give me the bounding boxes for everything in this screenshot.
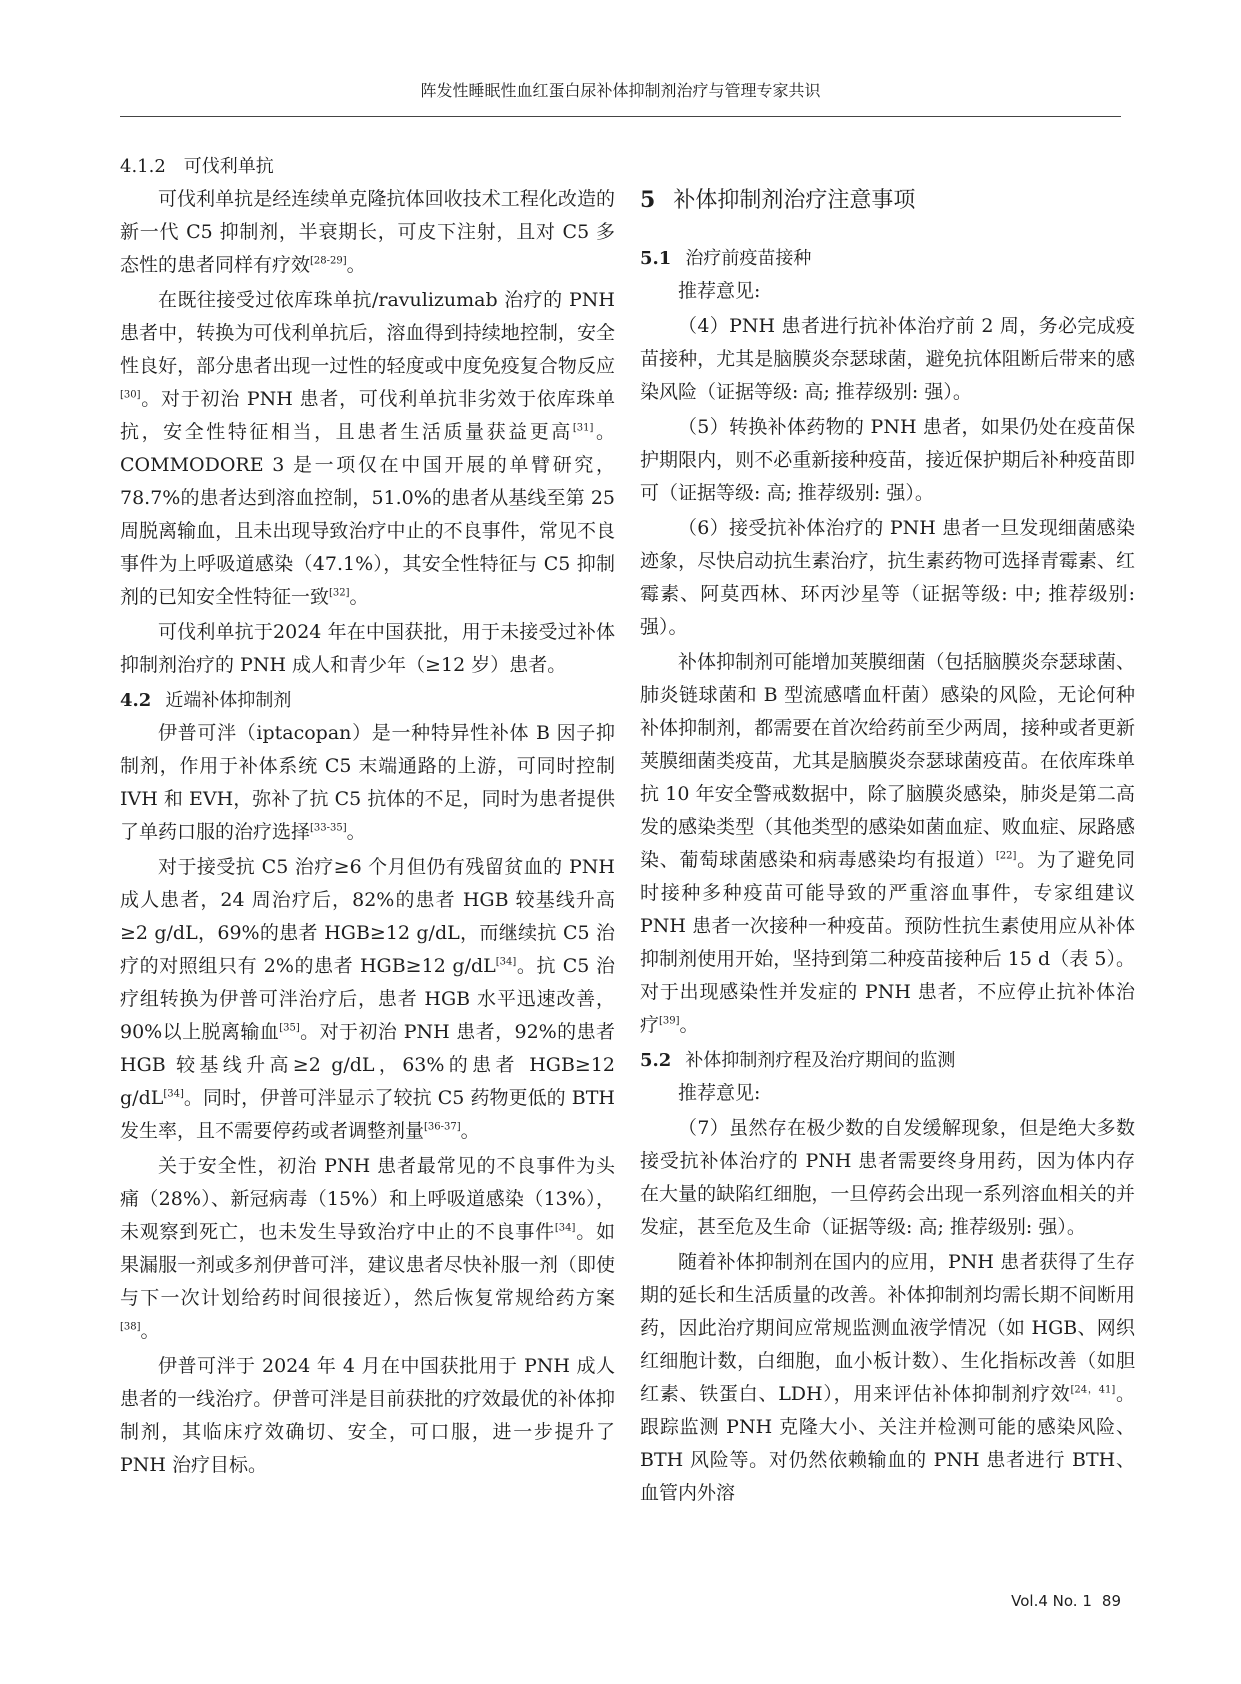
section-number: 5 (640, 187, 656, 213)
paragraph-text: 在既往接受过依库珠单抗/ravulizumab 治疗的 PNH 患者中，转换为可伐利单抗后，溶血得到持续地控制，安全性良好，部分患者出现一过性的轻度或中度免疫复合物反应 (120, 289, 615, 377)
paragraph (120, 1150, 615, 1348)
section-5-2-heading (640, 1044, 1135, 1077)
section-number: 5.1 (640, 248, 672, 269)
paragraph (640, 1246, 1135, 1510)
section-4-2-heading (120, 684, 615, 717)
section-number: 5.2 (640, 1050, 672, 1071)
paragraph-text: 。 (679, 1014, 699, 1036)
citation: [34] (495, 956, 517, 968)
paragraph-text: 。 (460, 1120, 480, 1142)
citation: [35] (279, 1022, 300, 1034)
paragraph (120, 183, 615, 282)
paragraph (120, 851, 615, 1148)
paragraph (120, 284, 615, 614)
section-4-1-2-heading: 4.1.2 可伐利单抗 (120, 156, 274, 177)
section-title: 补体抑制剂治疗注意事项 (673, 188, 916, 213)
paragraph-text: 。对于初治 PNH 患者，可伐利单抗非劣效于依库珠单抗，安全性特征相当，且患者生活质量获益更高 (120, 388, 615, 443)
paragraph-text: 对于接受抗 C5 治疗≥6 个月但仍有残留贫血的 PNH 成人患者，24 周治疗后，82%的患者 HGB 较基线升高≥2 g/dL，69%的患者 HGB≥12 g/dL，而继续抗 C5 治疗的对照组只有 2%的患者 HGB≥12 g/dL (120, 856, 615, 977)
recommendation-7: （7）虽然存在极少数的自发缓解现象，但是绝大多数接受抗补体治疗的 PNH 患者需要终身用药，因为体内存在大量的缺陷红细胞，一旦停药会出现一系列溶血相关的并发症，甚至危及生命（证据等级: 高; 推荐级别: 强）。 (640, 1117, 1135, 1238)
paragraph-text: 。对于初治 PNH 患者，92%的患者 HGB 较基线升高≥2 g/dL，63%的患者 HGB≥12 g/dL (120, 1021, 615, 1109)
paragraph-text: 。 (346, 254, 366, 276)
citation: [34] (554, 1222, 576, 1234)
citation: [28-29] (310, 255, 347, 267)
citation: [24，41] (1070, 1384, 1116, 1396)
page-footer (1011, 1592, 1121, 1610)
paragraph: 可伐利单抗于2024 年在中国获批，用于未接受过补体抑制剂治疗的 PNH 成人和青少年（≥12 岁）患者。 (120, 621, 615, 676)
paragraph-text: 。如果漏服一剂或多剂伊普可泮，建议患者尽快补服一剂（即使与下一次计划给药时间很接近），然后恢复常规给药方案 (120, 1221, 615, 1309)
section-title: 治疗前疫苗接种 (685, 248, 812, 269)
paragraph-text: 。为了避免同时接种多种疫苗可能导致的严重溶血事件，专家组建议 PNH 患者一次接种一种疫苗。预防性抗生素使用应从补体抑制剂使用开始，坚持到第二种疫苗接种后 15 d（表 5）。对于出现感染性并发症的 PNH 患者，不应停止抗补体治疗 (640, 849, 1135, 1036)
citation: [38] (120, 1321, 141, 1333)
paragraph (120, 717, 615, 849)
paragraph-text: 。COMMODORE 3 是一项仅在中国开展的单臂研究，78.7%的患者达到溶血控制，51.0%的患者从基线至第 25 周脱离输血，且未出现导致治疗中止的不良事件，常见不良事件为上呼吸道感染（47.1%），其安全性特征与 C5 抑制剂的已知安全性特征一致 (120, 421, 615, 608)
citation: [22] (995, 850, 1017, 862)
citation: [31] (572, 422, 594, 434)
paragraph-text: 。跟踪监测 PNH 克隆大小、关注并检测可能的感染风险、BTH 风险等。对仍然依赖输血的 PNH 患者进行 BTH、血管内外溶 (640, 1383, 1135, 1504)
volume-label: Vol.4 No. 1 (1011, 1592, 1092, 1610)
citation: [33-35] (310, 822, 347, 834)
citation: [36-37] (424, 1121, 461, 1133)
section-title: 补体抑制剂疗程及治疗期间的监测 (685, 1050, 956, 1071)
recommendation-6: （6）接受抗补体治疗的 PNH 患者一旦发现细菌感染迹象，尽快启动抗生素治疗，抗生素药物可选择青霉素、红霉素、阿莫西林、环丙沙星等（证据等级: 中; 推荐级别: 强）。 (640, 517, 1135, 638)
paragraph-text: 。抗 C5 治疗组转换为伊普可泮治疗后，患者 HGB 水平迅速改善，90%以上脱离输血 (120, 955, 615, 1043)
paragraph-text: 补体抑制剂可能增加荚膜细菌（包括脑膜炎奈瑟球菌、肺炎链球菌和 B 型流感嗜血杆菌）感染的风险，无论何种补体抑制剂，都需要在首次给药前至少两周，接种或者更新荚膜细菌类疫苗，尤其是脑膜炎奈瑟球菌疫苗。在依库珠单抗 10 年安全警戒数据中，除了脑膜炎感染，肺炎是第二高发的感染类型（其他类型的感染如菌血症、败血症、尿路感染、葡萄球菌感染和病毒感染均有报道） (640, 651, 1135, 871)
recommendation-5: （5）转换补体药物的 PNH 患者，如果仍处在疫苗保护期限内，则不必重新接种疫苗，接近保护期后补种疫苗即可（证据等级: 高; 推荐级别: 强）。 (640, 416, 1135, 504)
section-title: 近端补体抑制剂 (165, 690, 292, 711)
recommendation-label: 推荐意见: (678, 1082, 761, 1104)
paragraph-text: 。 (349, 586, 369, 608)
recommendation-label: 推荐意见: (678, 280, 761, 302)
section-number: 4.2 (120, 690, 152, 711)
left-column (120, 150, 615, 1484)
citation: [32] (329, 587, 350, 599)
paragraph-text: 随着补体抑制剂在国内的应用，PNH 患者获得了生存期的延长和生活质量的改善。补体抑制剂均需长期不间断用药，因此治疗期间应常规监测血液学情况（如 HGB、网织红细胞计数，白细胞，血小板计数）、生化指标改善（如胆红素、铁蛋白、LDH），用来评估补体抑制剂疗效 (640, 1251, 1135, 1405)
paragraph-text: 关于安全性，初治 PNH 患者最常见的不良事件为头痛（28%）、新冠病毒（15%）和上呼吸道感染（13%），未观察到死亡，也未发生导致治疗中止的不良事件 (120, 1155, 615, 1243)
page-number: 89 (1101, 1592, 1121, 1610)
paragraph-text: 伊普可泮（iptacopan）是一种特异性补体 B 因子抑制剂，作用于补体系统 C5 末端通路的上游，可同时控制 IVH 和 EVH，弥补了抗 C5 抗体的不足，同时为患者提供了单药口服的治疗选择 (120, 722, 615, 843)
section-5-1-heading (640, 242, 1135, 275)
paragraph-text: 。 (140, 1320, 160, 1342)
recommendation-4: （4）PNH 患者进行抗补体治疗前 2 周，务必完成疫苗接种，尤其是脑膜炎奈瑟球菌，避免抗体阻断后带来的感染风险（证据等级: 高; 推荐级别: 强）。 (640, 315, 1135, 403)
citation: [34] (163, 1088, 184, 1100)
paragraph-text: 。同时，伊普可泮显示了较抗 C5 药物更低的 BTH 发生率，且不需要停药或者调整剂量 (120, 1087, 615, 1142)
paragraph: 伊普可泮于 2024 年 4 月在中国获批用于 PNH 成人患者的一线治疗。伊普可泮是目前获批的疗效最优的补体抑制剂，其临床疗效确切、安全，可口服，进一步提升了 PNH 治疗目标。 (120, 1355, 615, 1476)
section-5-heading (640, 183, 1135, 218)
right-column (640, 183, 1135, 1512)
citation: [30] (120, 389, 141, 401)
header-rule (120, 116, 1121, 117)
paragraph (640, 646, 1135, 1042)
paragraph-text: 可伐利单抗是经连续单克隆抗体回收技术工程化改造的新一代 C5 抑制剂，半衰期长，可皮下注射，且对 C5 多态性的患者同样有疗效 (120, 188, 615, 276)
running-header: 阵发性睡眠性血红蛋白尿补体抑制剂治疗与管理专家共识 (420, 81, 821, 100)
citation: [39] (659, 1015, 680, 1027)
paragraph-text: 。 (346, 821, 366, 843)
